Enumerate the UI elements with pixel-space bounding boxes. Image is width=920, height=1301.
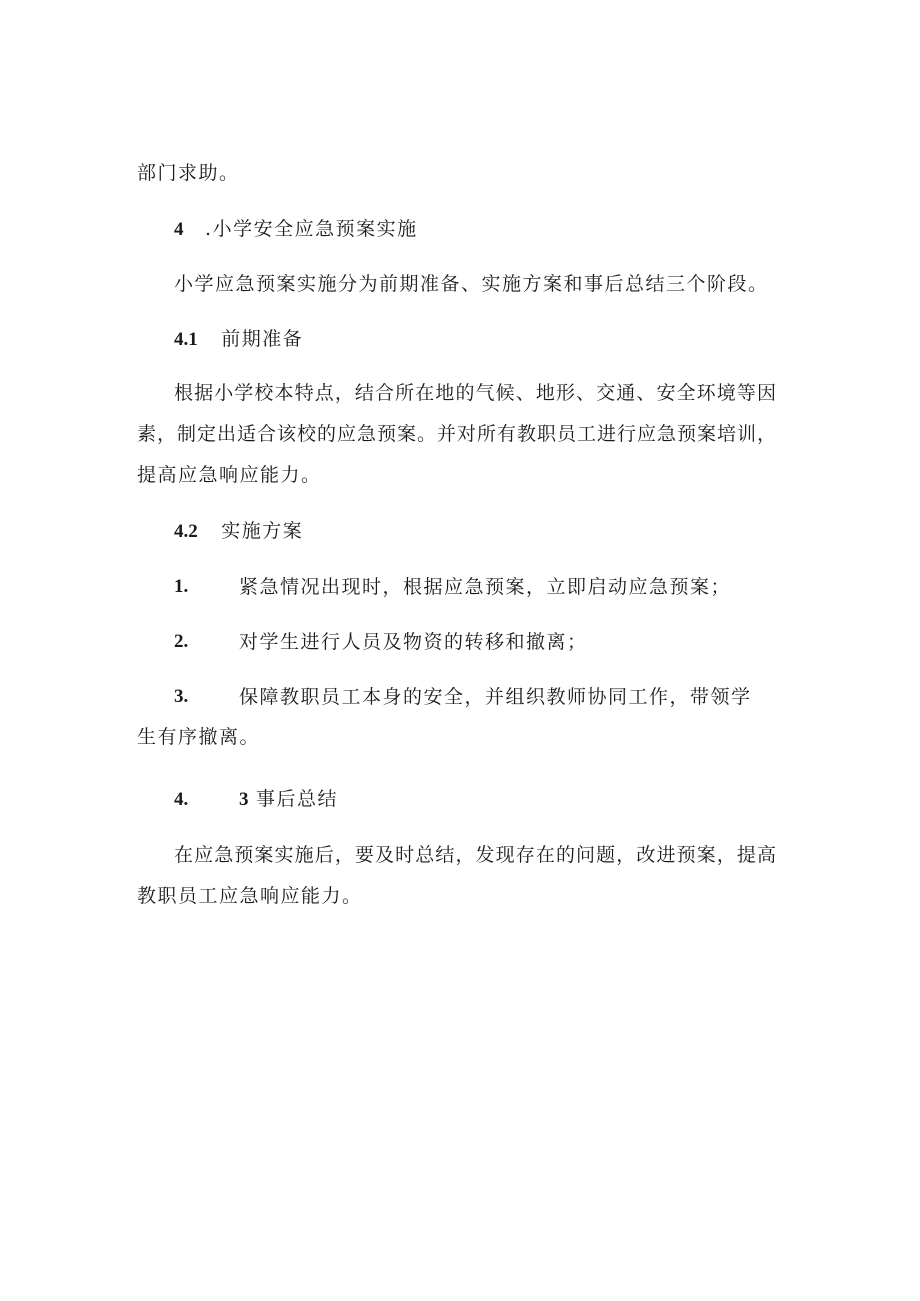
section-4-1-heading	[174, 326, 303, 353]
item-1-number: 1.	[174, 576, 189, 597]
section-4-intro: 小学应急预案实施分为前期准备、实施方案和事后总结三个阶段。	[174, 273, 769, 295]
fragment-text: 部门求助。	[137, 162, 240, 184]
section-4-3-number-a: 4.	[174, 789, 189, 810]
section-4-2-title: 实施方案	[221, 520, 304, 542]
section-4-1-title: 前期准备	[221, 328, 304, 350]
item-3-number: 3.	[174, 686, 189, 707]
section-4-number: 4	[174, 219, 184, 240]
section-4-3-heading	[174, 786, 188, 813]
item-2-number: 2.	[174, 631, 189, 652]
section-4-1-para-line-2: 素，制定出适合该校的应急预案。并对所有教职员工进行应急预案培训，	[137, 423, 776, 445]
item-3-text: 保障教职员工本身的安全，并组织教师协同工作，带领学	[239, 686, 752, 708]
item-2-text: 对学生进行人员及物资的转移和撤离；	[239, 631, 588, 653]
section-4-heading	[174, 216, 418, 243]
section-4-1-para-line-1: 根据小学校本特点，结合所在地的气候、地形、交通、安全环境等因	[174, 382, 776, 404]
section-4-3-number-b: 3	[239, 789, 249, 810]
item-3-continuation: 生有序撤离。	[137, 726, 261, 748]
section-4-2-number: 4.2	[174, 521, 198, 542]
section-4-title: .小学安全应急预案实施	[205, 218, 418, 240]
section-4-3-heading-rest	[239, 786, 338, 813]
section-4-2-heading	[174, 518, 303, 545]
section-4-3-para-line-1: 在应急预案实施后，要及时总结，发现存在的问题，改进预案，提高	[174, 844, 776, 866]
section-4-1-para-line-3: 提高应急响应能力。	[137, 464, 322, 486]
section-4-1-number: 4.1	[174, 329, 198, 350]
section-4-3-para-line-2: 教职员工应急响应能力。	[137, 885, 363, 907]
item-1-text: 紧急情况出现时，根据应急预案，立即启动应急预案；	[239, 576, 732, 598]
section-4-3-title: 事后总结	[256, 788, 339, 810]
